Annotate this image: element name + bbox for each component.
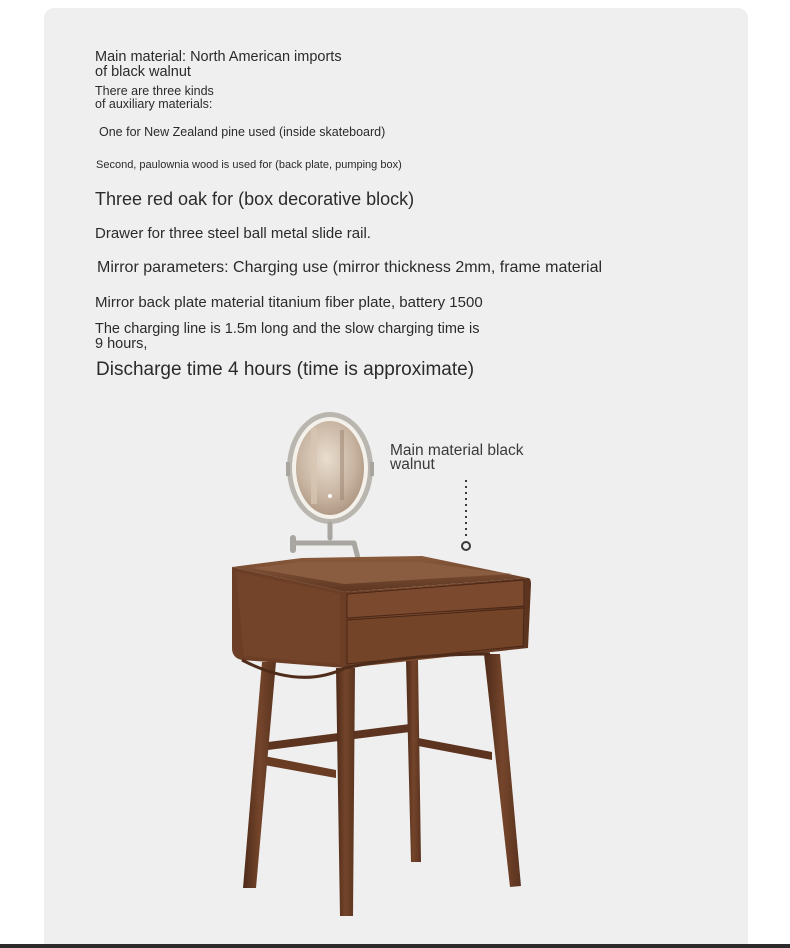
spec-aux-one: One for New Zealand pine used (inside skateboard) — [99, 125, 386, 139]
mirror — [286, 412, 374, 524]
bottom-divider — [0, 944, 790, 948]
mirror-arm — [293, 524, 358, 558]
spec-drawer: Drawer for three steel ball metal slide rail. — [95, 225, 371, 242]
callout-pointer — [462, 480, 470, 550]
spec-discharge: Discharge time 4 hours (time is approximate) — [96, 359, 475, 380]
table-legs — [243, 654, 521, 916]
spec-auxiliary-intro: There are three kinds of auxiliary materials: — [95, 84, 214, 111]
spec-aux-two: Second, paulownia wood is used for (back plate, pumping box) — [96, 159, 402, 171]
spec-charging: The charging line is 1.5m long and the slow charging time is 9 hours, — [95, 321, 480, 352]
material-callout-label: Main material black walnut — [390, 442, 524, 473]
spec-mirror-params: Mirror parameters: Charging use (mirror thickness 2mm, frame material — [97, 259, 603, 276]
spec-aux-three: Three red oak for (box decorative block) — [95, 189, 415, 209]
spec-mirror-back: Mirror back plate material titanium fiber plate, battery 1500 — [95, 294, 483, 311]
spec-main-material: Main material: North American imports of black walnut — [95, 49, 342, 80]
